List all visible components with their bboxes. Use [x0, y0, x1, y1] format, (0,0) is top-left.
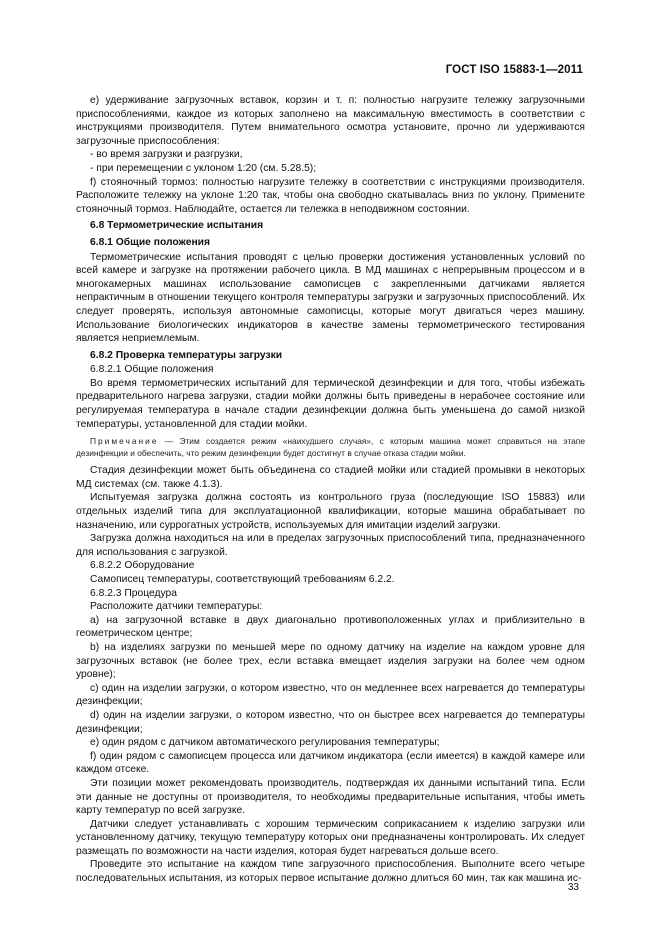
body-paragraph: d) один на изделии загрузки, о котором известно, что он быстрее всех нагревается до температуры дезинфекции; — [76, 709, 585, 735]
body-paragraph: 6.8.2.2 Оборудование — [90, 560, 195, 572]
body-paragraph: b) на изделиях загрузки по меньшей мере по одному датчику на изделие на каждом уровне для загрузочных вставок (не более трех, если вставка вмещает изделия загрузки на более чем одном уровне); — [76, 641, 585, 681]
body-paragraph: Эти позиции может рекомендовать производитель, подтверждая их данными испытаний типа. Если эти данные не доступны от производителя, то необходимы предварительные испытания, чтобы иметь карту температур по всей загрузке. — [76, 777, 585, 817]
body-paragraph: Расположите датчики температуры: — [90, 601, 263, 613]
body-paragraph: a) на загрузочной вставке в двух диагонально противоположенных углах и приблизительно в геометрическом центре; — [76, 614, 585, 640]
note-text: — Этим создается режим «наихудшего случая», с которым машина может справиться на этапе дезинфекции и обеспечить, что режим дезинфекции будет достигнут в случае отказа стадии мойки. — [76, 436, 585, 459]
section-heading: 6.8.2 Проверка температуры загрузки — [90, 349, 283, 361]
body-paragraph: e) один рядом с датчиком автоматического регулирования температуры; — [90, 737, 440, 749]
body-paragraph: Во время термометрических испытаний для термической дезинфекции и для того, чтобы избежать предварительного нагрева загрузки, стадии мойки должны быть приведены в нерабочее состояние или регулируемая температура в начале стадии дезинфекции должна быть уменьшена до самой низкой температуры, установленной для стадии мойки. — [76, 377, 585, 430]
note-label: Примечание — [90, 436, 159, 447]
section-heading: 6.8 Термометрические испытания — [90, 220, 264, 232]
note-paragraph — [76, 435, 585, 459]
page-number: 33 — [567, 882, 579, 893]
body-paragraph: Испытуемая загрузка должна состоять из контрольного груза (последующие ISO 15883) или отдельных изделий типа для эксплуатационной квалификации, которые машина обрабатывает по назначению, или суррогатных устройств, используемых для имитации изделий загрузки. — [76, 492, 585, 531]
body-paragraph: f) один рядом с самописцем процесса или датчиком индикатора (если имеется) в каждой камере или каждом отсеке. — [76, 750, 585, 776]
body-paragraph: 6.8.2.1 Общие положения — [90, 364, 214, 376]
section-heading: 6.8.1 Общие положения — [90, 236, 210, 248]
body-paragraph: е) удерживание загрузочных вставок, корзин и т. п: полностью нагрузите тележку загрузочными приспособлениями, каждое из которых заполнено на максимальную вместимость в соответствии с инструкциями производителя. Путем внимательного осмотра установите, прочно ли удерживаются загрузочные приспособления: — [76, 95, 585, 147]
body-paragraph: Датчики следует устанавливать с хорошим термическим соприкасанием к изделию загрузки или установленному датчику, текущую температуру которых они предназначены контролировать. Их следует размещать по возможности на части изделия, которая будет нагреваться дольше всего. — [76, 818, 585, 857]
body-paragraph: Самописец температуры, соответствующий требованиям 6.2.2. — [90, 574, 395, 585]
body-paragraph: f) стояночный тормоз: полностью нагрузите тележку в соответствии с инструкциями производителя. Расположите тележку на уклоне 1:20 так, чтобы она свободно скатывалась вниз по уклону. Примените стояночный тормоз. Наблюдайте, остается ли тележка в неподвижном состоянии. — [76, 176, 585, 215]
body-paragraph: - во время загрузки и разгрузки, — [90, 149, 243, 161]
body-paragraph: Загрузка должна находиться на или в пределах загрузочных приспособлений типа, предназначенного для использования с загрузкой. — [76, 533, 585, 558]
body-paragraph: c) один на изделии загрузки, о котором известно, что он медленнее всех нагревается до температуры дезинфекции; — [76, 682, 585, 708]
body-paragraph: Термометрические испытания проводят с целью проверки достижения установленных условий по всей камере и загрузке на протяжении рабочего цикла. В МД машинах с непрерывным процессом и в многокамерных машинах использование самописцев с закрепленными датчиками является непрактичным в отношении текущего контроля температуры загрузки и загрузочных приспособлений. Их следует проверять, используя автономные самописцы, которые могут двигаться через машину. Использование биологических индикаторов в качестве замены термометрического тестирования является неприемлемым. — [76, 251, 585, 345]
body-paragraph: Стадия дезинфекции может быть объединена со стадией мойки или стадией промывки в некоторых МД системах (см. также 4.1.3). — [76, 465, 585, 490]
body-paragraph: 6.8.2.3 Процедура — [90, 587, 177, 599]
body-paragraph: Проведите это испытание на каждом типе загрузочного приспособления. Выполните всего четыре последовательных испытания, из которых первое испытание должно длиться 60 мин, так как машина ис- — [76, 859, 585, 885]
document-header: ГОСТ ISO 15883-1—2011 — [445, 64, 583, 76]
body-paragraph: - при перемещении с уклоном 1:20 (см. 5.28.5); — [90, 162, 317, 174]
document-body — [76, 94, 585, 886]
